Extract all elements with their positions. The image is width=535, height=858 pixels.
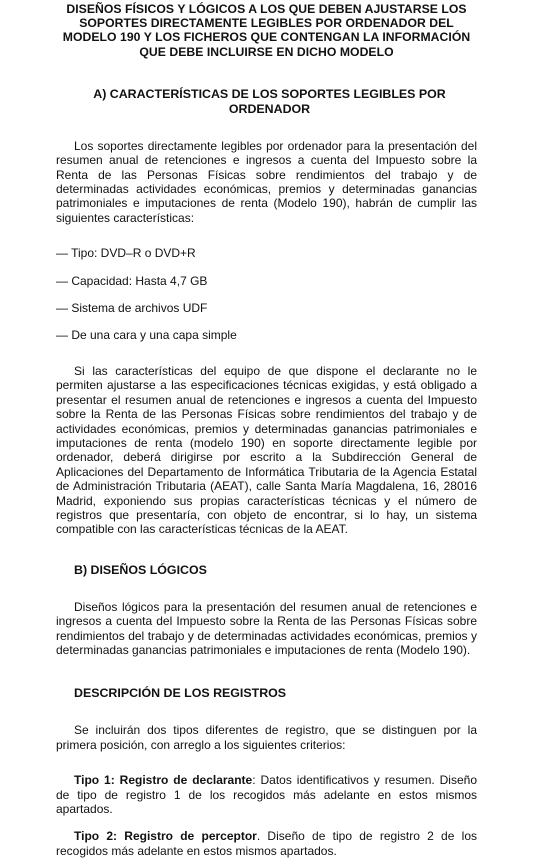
list-item: — De una cara y una capa simple bbox=[56, 328, 237, 343]
characteristics-list bbox=[56, 246, 477, 343]
record-type-1 bbox=[56, 773, 477, 816]
record-type-1-text: : Datos identificativos y resumen. Diseño de tipo de registro 1 de los recogidos más adelante en estos mismos apartados. bbox=[56, 773, 477, 816]
records-heading: DESCRIPCIÓN DE LOS REGISTROS bbox=[74, 686, 287, 701]
list-item: — Tipo: DVD–R o DVD+R bbox=[56, 246, 196, 261]
record-type-2 bbox=[56, 829, 477, 858]
record-type-1-label: Tipo 1: Registro de declarante bbox=[74, 773, 253, 788]
list-item: — Capacidad: Hasta 4,7 GB bbox=[56, 273, 208, 288]
list-item: — Sistema de archivos UDF bbox=[56, 301, 208, 316]
section-a-body: Si las características del equipo de que dispone el declarante no le permiten ajustarse a las especificaciones técnicas exigidas, y está obligado a presentar el resumen anual de retenciones e ingresos a cuenta del Impuesto sobre la Renta de las Personas Físicas sobre rendimientos del trabajo y de actividades económicas, premios y determinadas ganancias patrimoniales e imputaciones de renta (modelo 190) en soporte directamente legible por ordenador, deberá dirigirse por escrito a la Subdirección General de Aplicaciones del Departamento de Informática Tributaria de la Agencia Estatal de Administración Tributaria (AEAT), calle Santa María Magdalena, 16, 28016 Madrid, exponiendo sus propias características técnicas y el número de registros que presentaría, con objeto de encontrar, si lo hay, un sistema compatible con las características técnicas de la AEAT. bbox=[56, 363, 477, 537]
section-b-body: Diseños lógicos para la presentación del resumen anual de retenciones e ingresos a cuenta del Impuesto sobre la Renta de las Personas Físicas sobre rendimientos del trabajo y de determinadas actividades económicas, premios y determinadas ganancias patrimoniales e imputaciones de renta (Modelo 190). bbox=[56, 599, 477, 657]
records-intro: Se incluirán dos tipos diferentes de registro, que se distinguen por la primera posición, con arreglo a los siguientes criterios: bbox=[56, 723, 477, 752]
section-a-heading: A) CARACTERÍSTICAS DE LOS SOPORTES LEGIBLES POR ORDENADOR bbox=[93, 86, 446, 116]
record-type-2-text: . Diseño de tipo de registro 2 de los recogidos más adelante en estos mismos apartados. bbox=[56, 829, 478, 858]
section-a-intro: Los soportes directamente legibles por ordenador para la presentación del resumen anual de retenciones e ingresos a cuenta del Impuesto sobre la Renta de las Personas Físicas sobre rendimientos del trabajo y de determinadas actividades económicas, premios y determinadas ganancias patrimoniales e imputaciones de renta (Modelo 190), habrán de cumplir las siguientes características: bbox=[56, 138, 477, 225]
document-title: DISEÑOS FÍSICOS Y LÓGICOS A LOS QUE DEBEN AJUSTARSE LOS SOPORTES DIRECTAMENTE LEGIBLES POR ORDENADOR DEL MODELO 190 Y LOS FICHEROS QUE CONTENGAN LA INFORMACIÓN QUE DEBE INCLUIRSE EN DICHO MODELO bbox=[62, 2, 471, 59]
section-b-heading: B) DISEÑOS LÓGICOS bbox=[74, 562, 207, 577]
record-type-2-label: Tipo 2: Registro de perceptor bbox=[74, 829, 257, 844]
